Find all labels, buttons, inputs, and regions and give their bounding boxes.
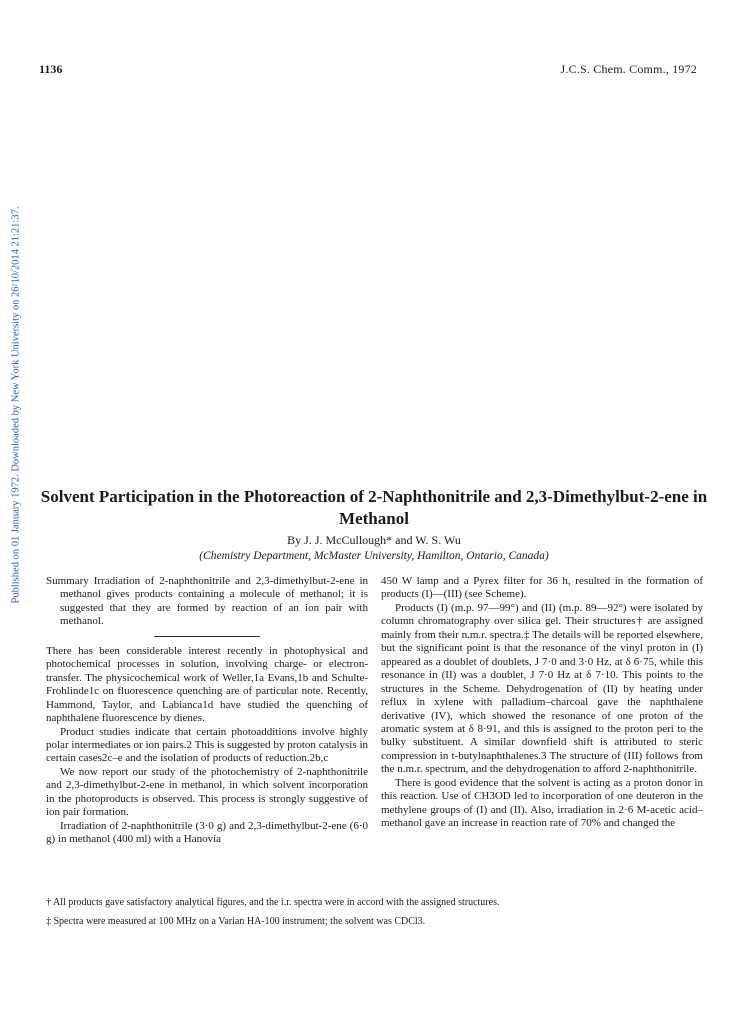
footnote: † All products gave satisfactory analytical figures, and the i.r. spectra were in accord with the assigned structures.	[46, 897, 500, 908]
body-paragraph: Products (I) (m.p. 97—99°) and (II) (m.p. 89—92°) were isolated by column chromatography over silica gel. Their structures† are assigned mainly from their n.m.r. spectra.‡ The details will be reported elsewhere, but the significant point is that the resonance of the vinyl proton in (I) appeared as a doublet of doublets, J 7·0 and 3·0 Hz, at δ 6·75, while this resonance in (II) was a doublet, J 7·0 Hz at δ 7·10. This points to the structures in the Scheme. Dehydrogenation of (II) by heating under reflux in xylene with palladium–charcoal gave the naphthalene derivative (IV), which showed the resonance of one proton of the aromatic system at δ 8·91, and this is assigned to the proton peri to the bulky substituent. A similar downfield shift is attributed to steric compression in t-butylnaphthalenes.3 The structure of (III) follows from the n.m.r. spectrum, and the dehydrogenation to afford 2-naphthonitrile.	[381, 601, 703, 776]
article-affiliation: (Chemistry Department, McMaster University, Hamilton, Ontario, Canada)	[199, 550, 549, 562]
article-title: Solvent Participation in the Photoreaction of 2-Naphthonitrile and 2,3-Dimethylbut-2-ene in Methanol	[40, 487, 708, 528]
body-paragraph: 450 W lamp and a Pyrex filter for 36 h, resulted in the formation of products (I)—(III) (see Scheme).	[381, 575, 703, 601]
body-paragraph: There has been considerable interest recently in photophysical and photochemical processes in solution, involving charge- or electron-transfer. The physicochemical work of Weller,1a Evans,1b and Schulte-Frohlinde1c on fluorescence quenching are of particular note. Recently, Hammond, Taylor, and Labianca1d have studied the quenching of naphthalene fluorescence by dienes.	[46, 644, 368, 725]
journal-header: J.C.S. Chem. Comm., 1972	[560, 62, 697, 76]
article-authors: By J. J. McCullough* and W. S. Wu	[287, 533, 461, 547]
summary-paragraph: Summary Irradiation of 2-naphthonitrile and 2,3-dimethylbut-2-ene in methanol gives products containing a molecule of methanol; it is suggested that they are formed by reaction of an ion pair with methanol.	[46, 575, 368, 628]
side-note-text[interactable]: Published on 01 January 1972. Downloaded by New York University on 26/10/2014 21:21:37.	[10, 206, 22, 604]
body-paragraph: Irradiation of 2-naphthonitrile (3·0 g) and 2,3-dimethylbut-2-ene (6·0 g) in methanol (400 ml) with a Hanovia	[46, 819, 368, 846]
summary-divider	[154, 636, 260, 637]
body-paragraph: We now report our study of the photochemistry of 2-naphthonitrile and 2,3-dimethylbut-2-ene in methanol, in which solvent incorporation in the photoproducts is observed. This process is strongly suggestive of ion pair formation.	[46, 765, 368, 819]
publication-side-note[interactable]	[6, 205, 26, 605]
body-paragraph: Product studies indicate that certain photoadditions involve highly polar intermediates or ion pairs.2 This is suggested by proton catalysis in certain cases2c–e and the isolation of products of reduction.2b,c	[46, 725, 368, 765]
left-column	[46, 575, 368, 847]
footnote: ‡ Spectra were measured at 100 MHz on a Varian HA-100 instrument; the solvent was CDCl3.	[46, 916, 426, 927]
right-column	[381, 575, 703, 831]
footnotes	[46, 893, 706, 931]
body-paragraph: There is good evidence that the solvent is acting as a proton donor in this reaction. Use of CH3OD led to incorporation of one deuteron in the methylene groups of (I) and (II). Also, irradiation in 2·6 M-acetic acid–methanol gave an increase in reaction rate of 70% and changed the	[381, 776, 703, 830]
page-number: 1136	[39, 62, 63, 76]
